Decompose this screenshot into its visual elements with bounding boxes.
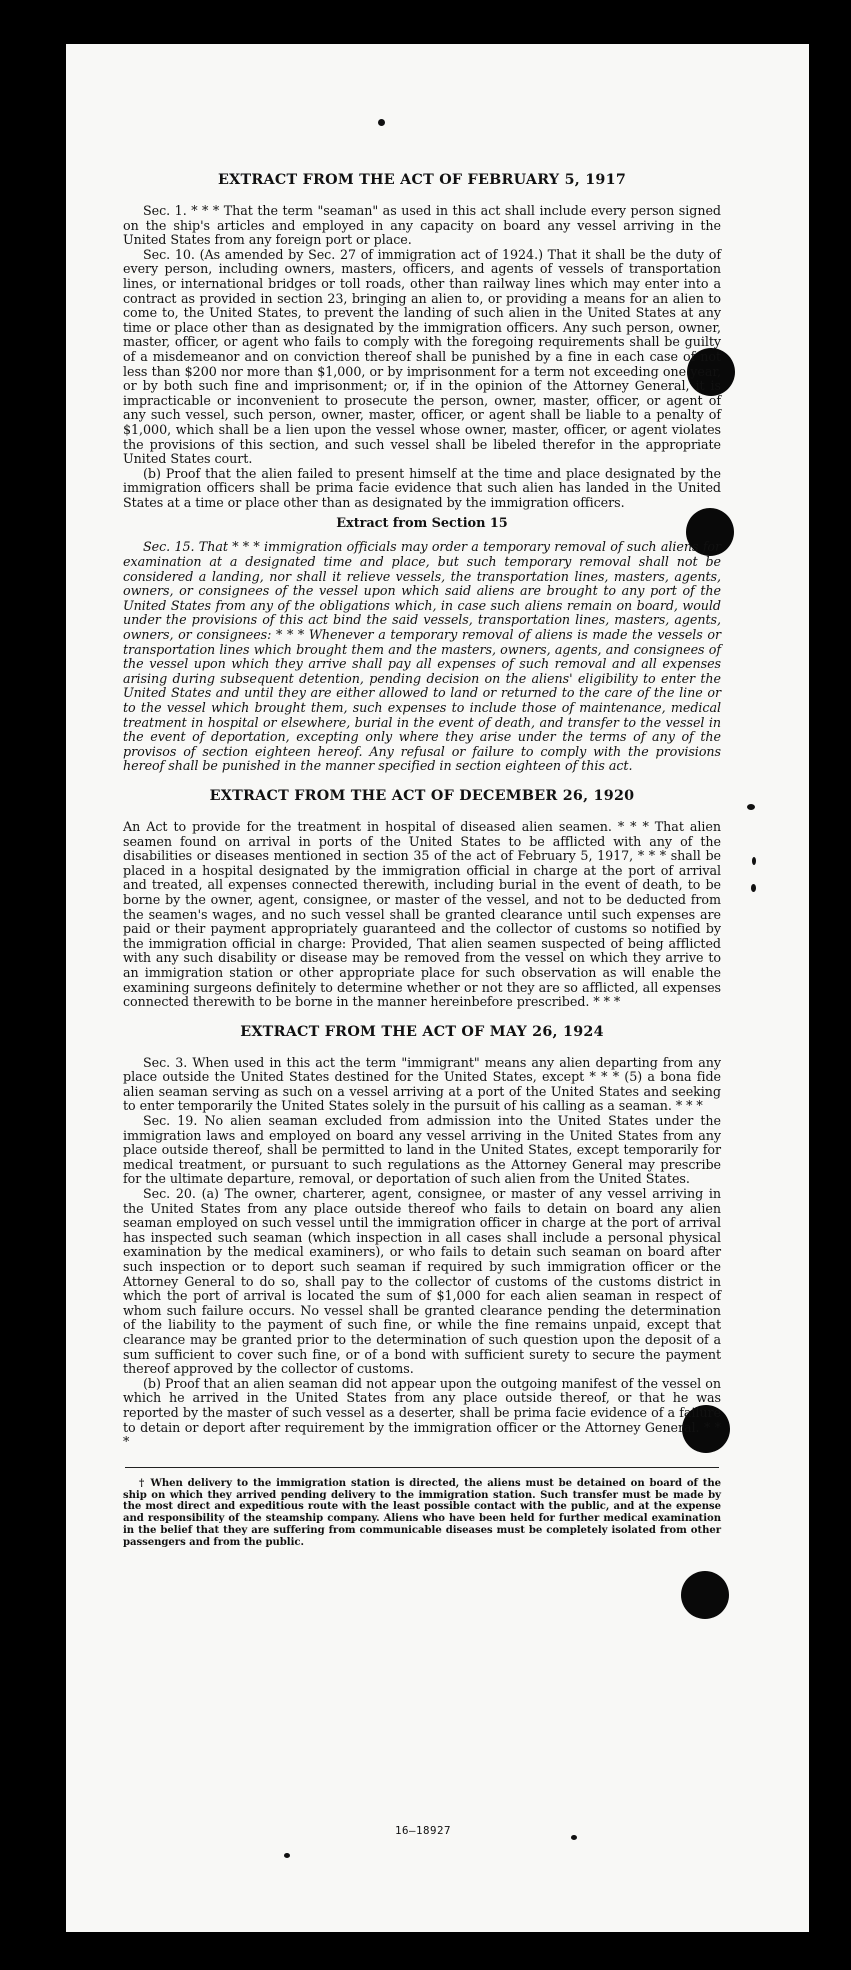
paragraph: Sec. 19. No alien seaman excluded from admission into the United States under the immigration laws and employed on board any vessel arriving in the United States from any place outside thereof, shall be permitted to land in the United States, except temporarily for medical treatment, or pursuant to such regulations as the Attorney General may prescribe for the ultimate departure, removal, or deportation of such alien from the United States. [123,1113,721,1187]
paragraph: An Act to provide for the treatment in hospital of diseased alien seamen. * * * That alien seamen found on arrival in ports of the United States to be afflicted with any of the disabilities or diseases mentioned in section 35 of the act of February 5, 1917, * * * shall be placed in a hospital designated by the immigration official in charge at the port of arrival and treated, all expenses connected therewith, including burial in the event of death, to be borne by the owner, agent, consignee, or master of the vessel, and not to be deducted from the seamen's wages, and no such vessel shall be granted clearance until such expenses are paid or their payment appropriately guaranteed and the collector of customs so notified by the immigration official in charge: Provided, That alien seamen suspected of being afflicted with any such disability or disease may be removed from the vessel on which they arrive to an immigration station or other appropriate place for such observation as will enable the examining surgeons definitely to determine whether or not they are so afflicted, all expenses connected therewith to be borne in the manner hereinbefore prescribed. * * * [123,818,721,1010]
punch-hole [681,1571,729,1619]
page-number: 16—18927 [395,1824,452,1837]
paragraph: Sec. 1. * * * That the term "seaman" as used in this act shall include every person signed on the ship's articles and employed in any capacity on board any vessel arriving in the United States from any foreign port or place. [123,203,721,248]
section-title: EXTRACT FROM THE ACT OF DECEMBER 26, 1920 [209,787,635,804]
footnote: † When delivery to the immigration station is directed, the aliens must be detained on board of the ship on which they arrived pending delivery to the immigration station. Such transfer must be made by the most direct and expeditious route with the least possible contact with the public, and at the expense and responsibility of the steamship company. Aliens who have been held for further medical examination in the belief that they are suffering from communicable diseases must be completely isolated from other passengers and from the public. [123,1477,721,1548]
paragraph: (b) Proof that the alien failed to present himself at the time and place designated by the immigration officers shall be prima facie evidence that such alien has landed in the United States at a time or place other than as designated by the immigration officers. [123,465,721,510]
paragraph: (b) Proof that an alien seaman did not appear upon the outgoing manifest of the vessel on which he arrived in the United States from any place outside thereof, or that he was reported by the master of such vessel as a deserter, shall be prima facie evidence of a failure to detain or deport after requirement by the immigration officer or the Attorney General. * * * [123,1375,721,1450]
ink-mark-dot [751,884,756,892]
section-title: EXTRACT FROM THE ACT OF MAY 26, 1924 [240,1023,604,1040]
ink-mark-dot [571,1835,577,1840]
section-title: Extract from Section 15 [336,516,508,532]
section-title: EXTRACT FROM THE ACT OF FEBRUARY 5, 1917 [217,172,627,188]
ink-mark-dot [752,857,756,865]
ink-mark-dot [284,1853,290,1858]
ink-mark-dot [378,119,385,126]
paragraph: Sec. 3. When used in this act the term "immigrant" means any alien departing from any place outside the United States destined for the United States, except * * * (5) a bona fide alien seaman serving as such on a vessel arriving at a port of the United States and seeking to enter temporarily the United States solely in the pursuit of his calling as a seaman. * * * [123,1054,721,1114]
ink-mark-dot [747,804,755,810]
footnote-divider [125,1467,719,1468]
paragraph: Sec. 10. (As amended by Sec. 27 of immigration act of 1924.) That it shall be the duty of every person, including owners, masters, officers, and agents of vessels of transportation lines, or international bridges or toll roads, other than railway lines which may enter into a contract as provided in section 23, bringing an alien to, or providing a means for an alien to come to, the United States, to prevent the landing of such alien in the United States at any time or place other than as designated by the immigration officers. Any such person, owner, master, officer, or agent who fails to comply with the foregoing requirements shall be guilty of a misdemeanor and on conviction thereof shall be punished by a fine in each case of not less than $200 nor more than $1,000, or by imprisonment for a term not exceeding one year, or by both such fine and imprisonment; or, if in the opinion of the Attorney General, it is impracticable or inconvenient to prosecute the person, owner, master, officer, or agent of any such vessel, such person, owner, master, officer, or agent shall be liable to a penalty of $1,000, which shall be a lien upon the vessel whose owner, master, officer, or agent violates the provisions of this section, and such vessel shall be libeled therefor in the appropriate United States court. [123,246,721,467]
paragraph: Sec. 20. (a) The owner, charterer, agent, consignee, or master of any vessel arriving in the United States from any place outside thereof who fails to detain on board any alien seaman employed on such vessel until the immigration officer in charge at the port of arrival has inspected such seaman (which inspection in all cases shall include a personal physical examination by the medical examiners), or who fails to detain such seaman on board after such inspection or to deport such seaman if required by such immigration officer or the Attorney General to do so, shall pay to the collector of customs of the customs district in which the port of arrival is located the sum of $1,000 for each alien seaman in respect of whom such failure occurs. No vessel shall be granted clearance pending the determination of the liability to the payment of such fine, or while the fine remains unpaid, except that clearance may be granted prior to the determination of such question upon the deposit of a sum sufficient to cover such fine, or of a bond with sufficient surety to secure the payment thereof approved by the collector of customs. [123,1186,721,1377]
paragraph: Sec. 15. That * * * immigration officials may order a temporary removal of such aliens for examination at a designated time and place, but such temporary removal shall not be considered a landing, nor shall it relieve vessels, the transportation lines, masters, agents, owners, or consignees of the vessel upon which said aliens are brought to any port of the United States from any of the obligations which, in case such aliens remain on board, would under the provisions of this act bind the said vessels, transportation lines, masters, agents, owners, or consignees: * * * Whenever a temporary removal of aliens is made the vessels or transportation lines which brought them and the masters, owners, agents, and consignees of the vessel upon which they arrive shall pay all expenses of such removal and all expenses arising during subsequent detention, pending decision on the aliens' eligibility to enter the United States and until they are either allowed to land or returned to the care of the line or to the vessel which brought them, such expenses to include those of maintenance, medical treatment in hospital or elsewhere, burial in the event of death, and transfer to the vessel in the event of deportation, excepting only where they arise under the terms of any of the provisos of section eighteen hereof. Any refusal or failure to comply with the provisions hereof shall be punished in the manner specified in section eighteen of this act. [123,539,721,774]
document-text [123,172,721,1549]
